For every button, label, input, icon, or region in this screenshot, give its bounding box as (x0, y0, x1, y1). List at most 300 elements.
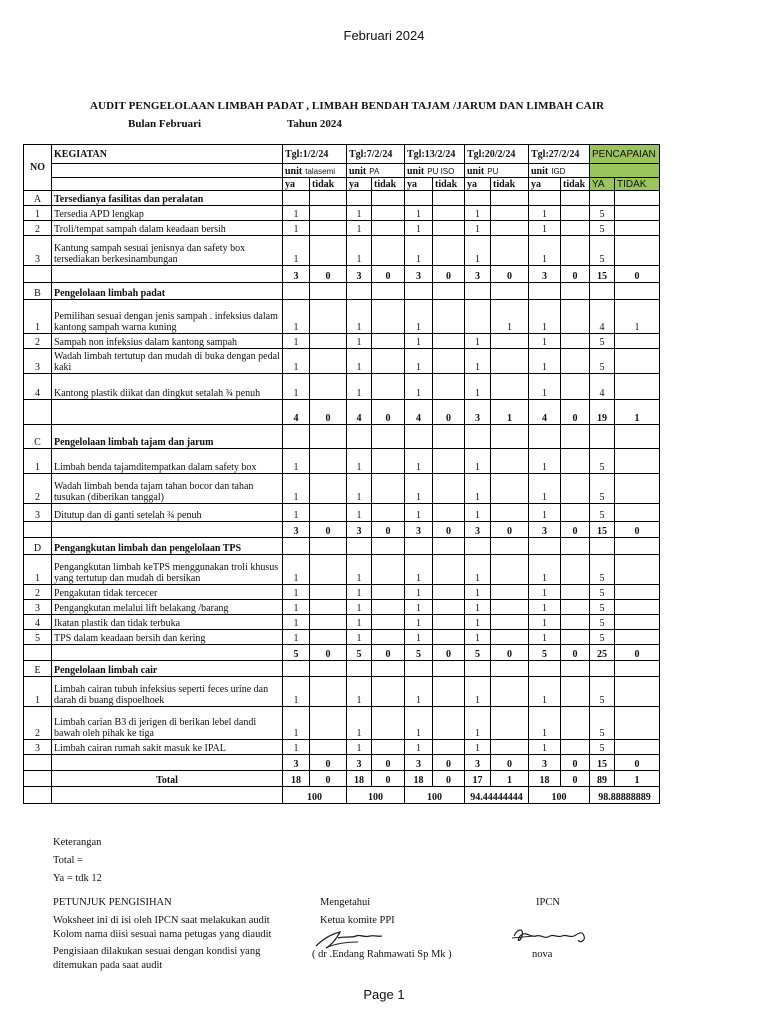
tidak-value (561, 707, 590, 740)
empty-cell (465, 191, 491, 206)
pencapaian-ya: 5 (590, 221, 615, 236)
ya-value: 1 (283, 334, 310, 349)
subtotal-value: 4 (405, 400, 433, 425)
date-header: Tgl:27/2/24 (529, 145, 590, 164)
empty-cell (24, 755, 52, 771)
activity-text: Pengangkutan limbah keTPS menggunakan troli khusus yang tertutup dan mudah di bersikan (52, 555, 283, 585)
ya-header: ya (529, 178, 561, 191)
table-row (24, 425, 660, 449)
empty-cell (310, 661, 347, 677)
subtotal-value: 3 (405, 755, 433, 771)
ya-value: 1 (405, 374, 433, 400)
subtotal-value: 3 (405, 522, 433, 538)
pencapaian-ya: 5 (590, 334, 615, 349)
table-row (24, 191, 660, 206)
empty-cell (52, 400, 283, 425)
ya-value: 1 (405, 615, 433, 630)
empty-cell (615, 283, 660, 300)
tidak-value (310, 707, 347, 740)
activity-text: Kantong plastik diikat dan dingkut setalah ¾ penuh (52, 374, 283, 400)
empty-cell (405, 283, 433, 300)
empty-cell (405, 661, 433, 677)
ya-value: 1 (465, 221, 491, 236)
subtotal-value: 15 (590, 755, 615, 771)
tidak-value (491, 600, 529, 615)
ya-value: 1 (529, 349, 561, 374)
percent-value: 100 (529, 787, 590, 804)
tidak-value (310, 449, 347, 474)
empty-cell (347, 661, 372, 677)
section-title: Pengelolaan limbah padat (52, 283, 283, 300)
table-row (24, 334, 660, 349)
subtotal-value: 3 (465, 400, 491, 425)
subtotal-value: 0 (372, 755, 405, 771)
tidak-value (491, 504, 529, 522)
empty-cell (372, 191, 405, 206)
subtotal-value: 0 (491, 522, 529, 538)
ya-value: 1 (465, 474, 491, 504)
subtotal-value: 4 (347, 400, 372, 425)
ya-value: 1 (529, 504, 561, 522)
tidak-value (491, 707, 529, 740)
tidak-caps-header: TIDAK (615, 178, 660, 191)
date-header: Tgl:1/2/24 (283, 145, 347, 164)
ya-caps-header: YA (590, 178, 615, 191)
ya-value: 1 (529, 740, 561, 755)
table-row (24, 645, 660, 661)
activity-text: Ikatan plastik dan tidak terbuka (52, 615, 283, 630)
ya-value: 1 (347, 585, 372, 600)
ya-value: 1 (529, 374, 561, 400)
tidak-value (491, 221, 529, 236)
empty-cell (465, 283, 491, 300)
ya-value: 1 (405, 600, 433, 615)
ya-value: 1 (405, 555, 433, 585)
activity-text: Ditutup dan di ganti setelah ¾ penuh (52, 504, 283, 522)
subtotal-value: 15 (590, 266, 615, 283)
pencapaian-tidak (615, 474, 660, 504)
tidak-value (433, 300, 465, 334)
ya-value: 1 (347, 555, 372, 585)
ya-value: 1 (405, 221, 433, 236)
table-row (24, 538, 660, 555)
table-row (24, 400, 660, 425)
tidak-value (433, 206, 465, 221)
tidak-value (372, 221, 405, 236)
tidak-value (372, 300, 405, 334)
tidak-value (310, 630, 347, 645)
tidak-value (372, 334, 405, 349)
empty-cell (615, 661, 660, 677)
empty-cell (615, 191, 660, 206)
tidak-value (561, 474, 590, 504)
tidak-value (491, 334, 529, 349)
pencapaian-ya: 5 (590, 504, 615, 522)
tidak-value (433, 374, 465, 400)
notes-keterangan: Keterangan (53, 837, 102, 848)
ya-value: 1 (405, 585, 433, 600)
tidak-value (310, 740, 347, 755)
year-label: Tahun 2024 (287, 118, 342, 130)
pencapaian-tidak (615, 707, 660, 740)
empty-cell (561, 661, 590, 677)
ya-value: 1 (465, 334, 491, 349)
activity-text: Limbah benda tajamditempatkan dalam safety box (52, 449, 283, 474)
empty-cell (24, 266, 52, 283)
empty-cell (465, 661, 491, 677)
ya-value: 1 (465, 740, 491, 755)
table-row (24, 677, 660, 707)
tidak-value (372, 677, 405, 707)
table-row (24, 585, 660, 600)
ya-value: 1 (465, 236, 491, 266)
empty-cell (465, 538, 491, 555)
subtotal-value: 0 (433, 645, 465, 661)
ya-value: 1 (529, 555, 561, 585)
section-title: Pengelolaan limbah tajam dan jarum (52, 425, 283, 449)
pencapaian-tidak (615, 615, 660, 630)
empty-cell (590, 661, 615, 677)
ya-value: 1 (347, 707, 372, 740)
ketua-label: Ketua komite PPI (320, 915, 395, 926)
ipcn-name: nova (532, 949, 553, 960)
notes-ya: Ya = tdk 12 (53, 873, 102, 884)
empty-cell (561, 283, 590, 300)
activity-text: Sampah non infeksius dalam kantong sampah (52, 334, 283, 349)
ya-value: 1 (405, 300, 433, 334)
ya-value: 1 (405, 504, 433, 522)
ya-value: 1 (347, 236, 372, 266)
empty-cell (283, 425, 310, 449)
table-row (24, 449, 660, 474)
ya-value: 1 (347, 334, 372, 349)
ya-value: 1 (283, 349, 310, 374)
no-header: NO (24, 145, 52, 191)
ya-value: 1 (405, 474, 433, 504)
ya-value: 1 (347, 474, 372, 504)
pencapaian-ya: 5 (590, 740, 615, 755)
total-value: 18 (283, 771, 310, 787)
tidak-value (372, 740, 405, 755)
ya-header: ya (405, 178, 433, 191)
kegiatan-blank (52, 164, 283, 178)
tidak-value (310, 221, 347, 236)
pencapaian-tidak (615, 585, 660, 600)
subtotal-value: 3 (465, 522, 491, 538)
instruction-line-4: ditemukan pada saat audit (53, 960, 163, 971)
total-value: 18 (347, 771, 372, 787)
empty-cell (433, 191, 465, 206)
empty-cell (590, 191, 615, 206)
empty-cell (433, 538, 465, 555)
total-value: 89 (590, 771, 615, 787)
tidak-value (310, 300, 347, 334)
total-value: 0 (433, 771, 465, 787)
row-number: 4 (24, 615, 52, 630)
subtotal-value: 3 (347, 755, 372, 771)
mengetahui-label: Mengetahui (320, 897, 371, 908)
ya-value: 1 (347, 740, 372, 755)
section-letter: E (24, 661, 52, 677)
instruction-line-3: Pengisiaan dilakukan sesuai dengan kondisi yang (53, 946, 261, 957)
ya-value: 1 (283, 300, 310, 334)
unit-label: unit (285, 166, 303, 177)
unit-header (405, 164, 465, 178)
table-row (24, 771, 660, 787)
ya-value: 1 (465, 707, 491, 740)
tidak-value (372, 449, 405, 474)
section-title: Tersedianya fasilitas dan peralatan (52, 191, 283, 206)
tidak-value (433, 630, 465, 645)
ya-value: 1 (283, 236, 310, 266)
tidak-value (491, 236, 529, 266)
pencapaian-ya: 5 (590, 206, 615, 221)
empty-cell (372, 661, 405, 677)
subtotal-value: 0 (615, 645, 660, 661)
unit-header (465, 164, 529, 178)
ya-header: ya (283, 178, 310, 191)
ya-value: 1 (405, 677, 433, 707)
activity-text: Kantung sampah sesuai jenisnya dan safety box tersediakan berkesinambungan (52, 236, 283, 266)
pencapaian-ya: 5 (590, 677, 615, 707)
ya-value: 1 (465, 677, 491, 707)
pencapaian-ya: 5 (590, 615, 615, 630)
ya-value: 1 (529, 585, 561, 600)
row-number: 1 (24, 555, 52, 585)
total-value: 1 (491, 771, 529, 787)
row-number: 1 (24, 677, 52, 707)
tidak-value (310, 349, 347, 374)
pencapaian-tidak (615, 206, 660, 221)
ya-value: 1 (405, 349, 433, 374)
page-header: Februari 2024 (343, 28, 425, 43)
subtotal-value: 4 (529, 400, 561, 425)
page-footer: Page 1 (363, 987, 405, 1002)
activity-text: Tersedia APD lengkap (52, 206, 283, 221)
instruction-line-2: Kolom nama diisi sesuai nama petugas yang diaudit (53, 929, 272, 940)
empty-cell (372, 425, 405, 449)
empty-cell (283, 538, 310, 555)
activity-text: Pemilihan sesuai dengan jenis sampah . infeksius dalam kantong sampah warna kuning (52, 300, 283, 334)
tidak-value (561, 221, 590, 236)
ya-value: 1 (529, 300, 561, 334)
empty-cell (529, 191, 561, 206)
table-row (24, 178, 660, 191)
tidak-value (372, 585, 405, 600)
table-row (24, 707, 660, 740)
tidak-value (310, 474, 347, 504)
empty-cell (24, 522, 52, 538)
ya-value: 1 (465, 206, 491, 221)
empty-cell (52, 645, 283, 661)
subtotal-value: 3 (283, 522, 310, 538)
pencapaian-tidak (615, 221, 660, 236)
empty-cell (347, 425, 372, 449)
table-row (24, 164, 660, 178)
ya-value: 1 (465, 585, 491, 600)
tidak-value (561, 630, 590, 645)
empty-cell (491, 283, 529, 300)
percent-value: 98.88888889 (590, 787, 660, 804)
section-letter: D (24, 538, 52, 555)
subtotal-value: 1 (615, 400, 660, 425)
ya-value: 1 (283, 555, 310, 585)
table-row (24, 206, 660, 221)
tidak-value (491, 349, 529, 374)
subtotal-value: 3 (529, 522, 561, 538)
subtotal-value: 3 (529, 266, 561, 283)
ya-value: 1 (465, 555, 491, 585)
date-header: Tgl:7/2/24 (347, 145, 405, 164)
unit-label: unit (407, 166, 425, 177)
audit-table (23, 144, 660, 804)
pencapaian-tidak (615, 236, 660, 266)
pencapaian-ya: 5 (590, 555, 615, 585)
tidak-value (491, 585, 529, 600)
subtotal-value: 0 (372, 522, 405, 538)
unit-header (347, 164, 405, 178)
row-number: 1 (24, 206, 52, 221)
percent-value: 100 (283, 787, 347, 804)
section-letter: A (24, 191, 52, 206)
pencapaian-tidak (615, 374, 660, 400)
tidak-value (433, 334, 465, 349)
ya-value: 1 (529, 334, 561, 349)
empty-cell (347, 283, 372, 300)
ya-value: 1 (529, 707, 561, 740)
ya-value: 1 (465, 600, 491, 615)
table-row (24, 474, 660, 504)
empty-cell (405, 191, 433, 206)
tidak-value (433, 600, 465, 615)
tidak-value (433, 555, 465, 585)
ketua-name: ( dr .Endang Rahmawati Sp Mk ) (312, 949, 452, 960)
table-row (24, 283, 660, 300)
tidak-value (310, 504, 347, 522)
tidak-value (310, 206, 347, 221)
ya-value: 1 (465, 504, 491, 522)
subtotal-value: 0 (433, 522, 465, 538)
empty-cell (310, 283, 347, 300)
pencapaian-ya: 4 (590, 300, 615, 334)
section-title: Pengangkutan limbah dan pengelolaan TPS (52, 538, 283, 555)
pencapaian-ya: 5 (590, 585, 615, 600)
pencapaian-tidak (615, 600, 660, 615)
document-title: AUDIT PENGELOLAAN LIMBAH PADAT , LIMBAH BENDAH TAJAM /JARUM DAN LIMBAH CAIR (90, 100, 605, 112)
empty-cell (52, 522, 283, 538)
tidak-value (561, 615, 590, 630)
activity-text: TPS dalam keadaan bersih dan kering (52, 630, 283, 645)
empty-cell (405, 538, 433, 555)
pencapaian-tidak (615, 677, 660, 707)
ya-value: 1 (405, 449, 433, 474)
tidak-value (372, 504, 405, 522)
empty-cell (347, 191, 372, 206)
tidak-value (561, 334, 590, 349)
table-row (24, 266, 660, 283)
empty-cell (283, 283, 310, 300)
pencapaian-header: PENCAPAIAN (590, 145, 660, 164)
table-row (24, 374, 660, 400)
unit-header (283, 164, 347, 178)
pencapaian-ya: 5 (590, 630, 615, 645)
month-label: Bulan Februari (128, 118, 202, 130)
table-row (24, 300, 660, 334)
tidak-value (372, 615, 405, 630)
pencapaian-tidak (615, 334, 660, 349)
empty-cell (561, 425, 590, 449)
ya-value: 1 (529, 206, 561, 221)
tidak-value (491, 449, 529, 474)
unit-name: PU ISO (427, 167, 455, 176)
tidak-value (491, 615, 529, 630)
percent-value: 100 (405, 787, 465, 804)
tidak-value (491, 374, 529, 400)
section-title: Pengelolaan limbah cair (52, 661, 283, 677)
subtotal-value: 5 (529, 645, 561, 661)
tidak-value (491, 740, 529, 755)
subtotal-value: 0 (615, 522, 660, 538)
ya-value: 1 (465, 449, 491, 474)
ya-value: 1 (347, 206, 372, 221)
tidak-value (491, 555, 529, 585)
tidak-value (491, 474, 529, 504)
pencapaian-tidak (615, 504, 660, 522)
tidak-value (310, 585, 347, 600)
pencapaian-ya: 4 (590, 374, 615, 400)
tidak-value (491, 677, 529, 707)
tidak-value (372, 236, 405, 266)
subtotal-value: 0 (433, 400, 465, 425)
tidak-value (310, 677, 347, 707)
empty-cell (24, 787, 52, 804)
empty-cell (283, 661, 310, 677)
ipcn-label: IPCN (536, 897, 560, 908)
table-row (24, 349, 660, 374)
subtotal-value: 0 (310, 266, 347, 283)
total-value: 18 (529, 771, 561, 787)
tidak-value (372, 630, 405, 645)
pencapaian-ya: 5 (590, 449, 615, 474)
tidak-value (561, 349, 590, 374)
tidak-value (561, 236, 590, 266)
tidak-value (491, 206, 529, 221)
ya-value: 1 (347, 615, 372, 630)
ya-value: 1 (283, 504, 310, 522)
subtotal-value: 25 (590, 645, 615, 661)
subtotal-value: 0 (561, 645, 590, 661)
unit-header (529, 164, 590, 178)
row-number: 4 (24, 374, 52, 400)
activity-text: Wadah limbah benda tajam tahan bocor dan tahan tusukan (diberikan tanggal) (52, 474, 283, 504)
subtotal-value: 0 (372, 645, 405, 661)
subtotal-value: 0 (561, 400, 590, 425)
subtotal-value: 3 (347, 266, 372, 283)
ya-value: 1 (347, 221, 372, 236)
tidak-value (561, 504, 590, 522)
tidak-value (433, 349, 465, 374)
row-number: 3 (24, 600, 52, 615)
row-number: 3 (24, 740, 52, 755)
table-row (24, 236, 660, 266)
ya-value: 1 (283, 630, 310, 645)
tidak-value (433, 677, 465, 707)
ya-value: 1 (347, 677, 372, 707)
pencapaian-blank (590, 164, 660, 178)
unit-name: PA (369, 167, 380, 176)
empty-cell (372, 538, 405, 555)
tidak-header: tidak (561, 178, 590, 191)
